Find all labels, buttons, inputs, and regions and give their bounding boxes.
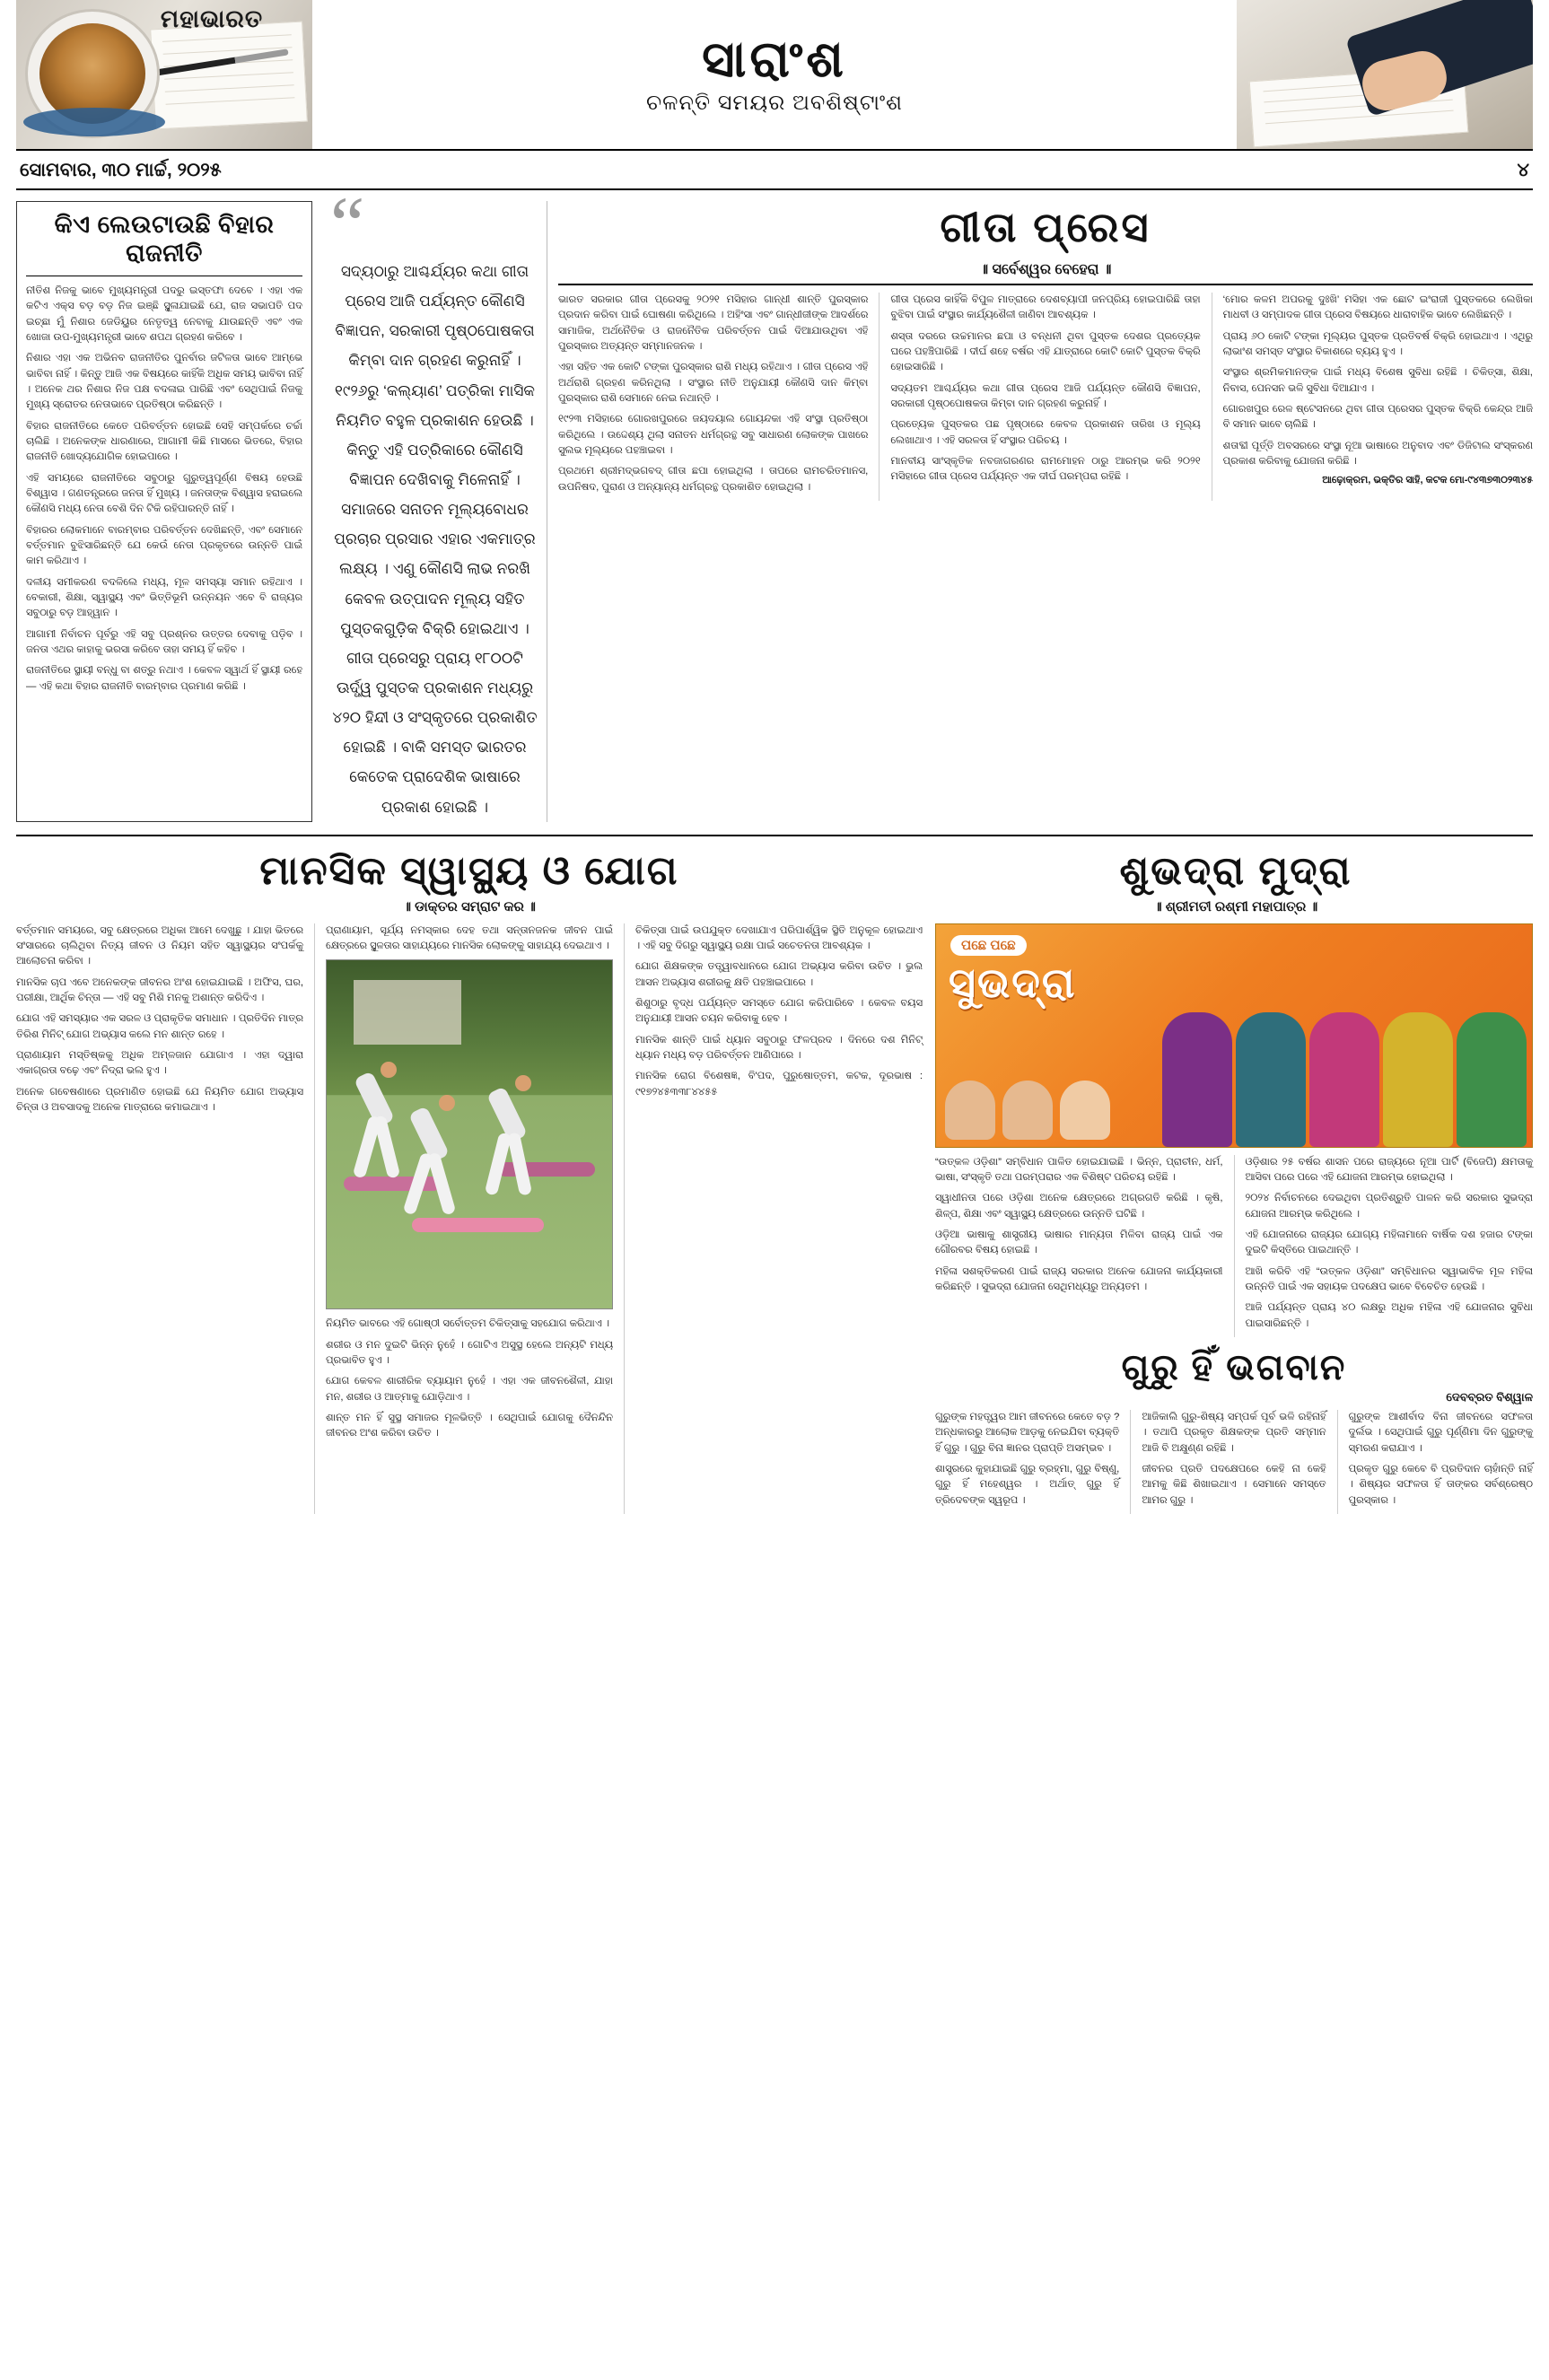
article-gita-press (558, 201, 1533, 822)
paragraph: ବିହାର ରାଜନୀତିରେ କେତେ ପରିବର୍ତ୍ତନ ହୋଇଛି ସେହି ସମ୍ପର୍କରେ ଚର୍ଚ୍ଚା ଚାଲିଛି । ଅନେକଙ୍କ ଧାରଣାରେ, ଆଗାମୀ କିଛି ମାସରେ ଭିତରେ, ବିହାର ରାଜନୀତି ଖୋଦ୍ୟଯୋଗିକ ହୋଇପାରେ । (26, 420, 302, 463)
paragraph: ସଂସ୍ଥାର ଶ୍ରମିକମାନଙ୍କ ପାଇଁ ମଧ୍ୟ ବିଶେଷ ସୁବିଧା ରହିଛି । ଚିକିତ୍ସା, ଶିକ୍ଷା, ନିବାସ, ପେନସନ ଭଳି ସୁବିଧା ଦିଆଯାଏ । (1222, 367, 1533, 394)
paragraph: “ଉତ୍କଳ ଓଡ଼ିଶା” ସମ୍ବିଧାନ ପାଳିତ ହୋଇଯାଇଛି । ଭିନ୍ନ, ପ୍ରାଚୀନ, ଧର୍ମ, ଭାଷା, ସଂସ୍କୃତି ତଥା ପରମ୍ପରାର ଏକ ବିଶିଷ୍ଟ ପରିଚୟ ରହିଛି । (935, 1156, 1223, 1183)
bottom-section (16, 923, 1533, 1514)
paragraph: ସଦ୍ୟତମ ଆଶ୍ଚର୍ଯ୍ୟର କଥା ଗୀତା ପ୍ରେସ ଆଜି ପର୍ଯ୍ୟନ୍ତ କୌଣସି ବିଜ୍ଞାପନ, ସରକାରୀ ପୃଷ୍ଠପୋଷକତା କିମ୍ବା ଦାନ ଗ୍ରହଣ କରୁନାହିଁ । (890, 382, 1201, 409)
leader-portrait (1002, 1081, 1053, 1140)
article-bihar-politics (16, 201, 312, 822)
masthead-right-image (1237, 0, 1533, 149)
bihar-headline: କିଏ ଲେଉଟାଉଛି ବିହାର ରାଜନୀତି (54, 211, 275, 267)
guru-author: ଦେବବ୍ରତ ବିଶ୍ୱାଳ (1446, 1389, 1533, 1404)
gita-column-1 (558, 293, 868, 501)
paragraph: ଆଗାମୀ ନିର୍ବାଚନ ପୂର୍ବରୁ ଏହି ସବୁ ପ୍ରଶ୍ନର ଉତ୍ତର ଦେବାକୁ ପଡ଼ିବ । ଜନତା ଏଥର କାହାକୁ ଭରସା କରିବେ ତାହା ସମୟ ହିଁ କହିବ । (26, 628, 302, 655)
section-headings (16, 835, 1533, 920)
paragraph: ଶତାବ୍ଦୀ ପୂର୍ତ୍ତି ଅବସରରେ ସଂସ୍ଥା ନୂଆ ଭାଷାରେ ଅନୁବାଦ ଏବଂ ଡିଜିଟାଲ ସଂସ୍କରଣ ପ୍ରକାଶ କରିବାକୁ ଯୋଜନା କରିଛି । (1222, 440, 1533, 467)
paragraph: ନୀତିଶ ନିଜକୁ ଭାବେ ମୁଖ୍ୟମନ୍ତ୍ରୀ ପଦରୁ ଇସ୍ତଫା ଦେବେ । ଏହା ଏକ କଟିଏ ଏକ୍ସ ବଡ଼ ବଡ଼ ନିଜ ଇଞ୍ଛି ସ୍ଥୂଳାଯାଇଛି ଯେ, ରାଜ ସଭାପତି ପଦ ଇଚ୍ଛା ମୁଁ ନିଶାର ଜେଡିୟୁର ନେତୃତ୍ୱ ନେବାକୁ ଯାଉଛନ୍ତି ଏବଂ ଏକ ଖୋଜା ଉପ-ମୁଖ୍ୟମନ୍ତ୍ରୀ ଭାବେ ଶପଥ ଗ୍ରହଣ କରିବେ । (26, 285, 302, 343)
top-section (16, 180, 1533, 822)
pull-quote-text: ସଦ୍ୟଠାରୁ ଆଶ୍ଚର୍ଯ୍ୟର କଥା ଗୀତା ପ୍ରେସ ଆଜି ପର୍ଯ୍ୟନ୍ତ କୌଣସି ବିଜ୍ଞାପନ, ସରକାରୀ ପୃଷ୍ଠପୋଷକତା କିମ୍ବା ଦାନ ଗ୍ରହଣ କରୁନାହିଁ । ୧୯୨୬ରୁ ‘କଲ୍ୟାଣ’ ପତ୍ରିକା ମାସିକ ନିୟମିତ ବହୁଳ ପ୍ରକାଶନ ହେଉଛି । କିନ୍ତୁ ଏହି ପତ୍ରିକାରେ କୌଣସି ବିଜ୍ଞାପନ ଦେଖିବାକୁ ମିଳେନାହିଁ । ସମାଜରେ ସନାତନ ମୂଲ୍ୟବୋଧର ପ୍ରଚାର ପ୍ରସାର ଏହାର ଏକମାତ୍ର ଲକ୍ଷ୍ୟ । ଏଣୁ କୌଣସି ଲାଭ ନରଖି କେବଳ ଉତ୍ପାଦନ ମୂଲ୍ୟ ସହିତ ପୁସ୍ତକଗୁଡ଼ିକ ବିକ୍ରି ହୋଇଥାଏ । ଗୀତା ପ୍ରେସରୁ ପ୍ରାୟ ୧୮୦୦ଟି ଊର୍ଦ୍ଧ୍ୱ ପୁସ୍ତକ ପ୍ରକାଶନ ମଧ୍ୟରୁ ୪୨୦ ହିନ୍ଦୀ ଓ ସଂସ୍କୃତରେ ପ୍ରକାଶିତ ହୋଇଛି । ବାକି ସମସ୍ତ ଭାରତର କେତେକ ପ୍ରାଦେଶିକ ଭାଷାରେ ପ୍ରକାଶ ହୋଇଛି । (332, 263, 538, 816)
saucer-graphic (23, 108, 165, 136)
ad-tagline: ପଛେ ପଛେ (950, 935, 1027, 956)
leader-portrait (945, 1081, 995, 1140)
paragraph: ଶରୀର ଓ ମନ ଦୁଇଟି ଭିନ୍ନ ନୁହେଁ । ଗୋଟିଏ ଅସୁସ୍ଥ ହେଲେ ଅନ୍ୟଟି ମଧ୍ୟ ପ୍ରଭାବିତ ହୁଏ । (326, 1339, 613, 1366)
yoga-photo (326, 959, 613, 1309)
paragraph: ଯୋଗ ଶିକ୍ଷକଙ୍କ ତତ୍ତ୍ୱାବଧାନରେ ଯୋଗ ଅଭ୍ୟାସ କରିବା ଉଚିତ । ଭୁଲ ଆସନ ଅଭ୍ୟାସ ଶରୀରକୁ କ୍ଷତି ପହଞ୍ଚାଇପାରେ । (635, 961, 923, 988)
brand-name: ମହାଭାରତ (160, 5, 264, 32)
paragraph: ଭାରତ ସରକାର ଗୀତା ପ୍ରେସକୁ ୨୦୨୧ ମସିହାର ଗାନ୍ଧୀ ଶାନ୍ତି ପୁରସ୍କାର ପ୍ରଦାନ କରିବା ପାଇଁ ଘୋଷଣା କରିଥିଲେ । ଅହିଂସା ଏବଂ ଗାନ୍ଧୀଜୀଙ୍କ ଆଦର୍ଶରେ ସାମାଜିକ, ଅର୍ଥନୈତିକ ଓ ରାଜନୈତିକ ପରିବର୍ତ୍ତନ ପାଇଁ ଦିଆଯାଉଥିବା ଏହି ପୁରସ୍କାର ଅତ୍ୟନ୍ତ ସମ୍ମାନଜନକ । (558, 294, 869, 352)
paragraph: ମାନବୀୟ ସାଂସ୍କୃତିକ ନବଜାଗରଣର ରାମମୋହନ ଠାରୁ ଆରମ୍ଭ କରି ୨୦୨୧ ମସିହାରେ ଗୀତା ପ୍ରେସ ପର୍ଯ୍ୟନ୍ତ ଏକ ଦୀର୍ଘ ପରମ୍ପରା ରହିଛି । (890, 455, 1201, 483)
paragraph: ପ୍ରତ୍ୟେକ ପୁସ୍ତକର ପଛ ପୃଷ୍ଠାରେ କେବଳ ପ୍ରକାଶନ ତାରିଖ ଓ ମୂଲ୍ୟ ଲେଖାଥାଏ । ଏହି ସରଳତା ହିଁ ସଂସ୍ଥାର ପରିଚୟ । (890, 419, 1201, 446)
gita-headline: ଗୀତା ପ୍ରେସ (940, 204, 1151, 250)
paragraph: ଅନେକ ଗବେଷଣାରେ ପ୍ରମାଣିତ ହୋଇଛି ଯେ ନିୟମିତ ଯୋଗ ଅଭ୍ୟାସ ଚିନ୍ତା ଓ ଅବସାଦକୁ ଅନେକ ମାତ୍ରାରେ କମାଇଥାଏ । (16, 1086, 303, 1113)
paragraph: ପ୍ରାଣାୟାମ ମସ୍ତିଷ୍କକୁ ଅଧିକ ଅମ୍ଳଜାନ ଯୋଗାଏ । ଏହା ଦ୍ୱାରା ଏକାଗ୍ରତା ବଢ଼େ ଏବଂ ନିଦ୍ରା ଭଲ ହୁଏ । (16, 1049, 303, 1077)
paragraph: ପ୍ରଥମେ ଶ୍ରୀମଦ୍ଭଗବଦ୍ ଗୀତା ଛପା ହୋଇଥିଲା । ତାପରେ ରାମଚରିତମାନସ, ଉପନିଷଦ, ପୁରାଣ ଓ ଅନ୍ୟାନ୍ୟ ଧର୍ମଗ୍ରନ୍ଥ ପ୍ରକାଶିତ ହୋଇଥିଲା । (558, 466, 869, 493)
paragraph: ଏହି ଯୋଜନାରେ ରାଜ୍ୟର ଯୋଗ୍ୟ ମହିଳାମାନେ ବାର୍ଷିକ ଦଶ ହଜାର ଟଙ୍କା ଦୁଇଟି କିସ୍ତିରେ ପାଇଥାନ୍ତି । (1245, 1229, 1533, 1256)
paragraph: ଗୀତା ପ୍ରେସ କାହିଁକି ବିପୁଳ ମାତ୍ରାରେ ଦେଶବ୍ୟାପୀ ଜନପ୍ରିୟ ହୋଇପାରିଛି ତାହା ବୁଝିବା ପାଇଁ ସଂସ୍ଥାର କାର୍ଯ୍ୟଶୈଳୀ ଜାଣିବା ଆବଶ୍ୟକ । (890, 294, 1201, 321)
page-subtitle: ଚଳନ୍ତି ସମୟର ଅବଶିଷ୍ଟାଂଶ (646, 91, 903, 116)
guru-headline: ଗୁରୁ ହିଁ ଭଗବାନ (1121, 1347, 1347, 1387)
guru-columns (935, 1410, 1533, 1514)
pull-quote (323, 180, 547, 822)
subhadra-columns (935, 1155, 1533, 1337)
leader-portrait (1060, 1081, 1110, 1140)
guru-column-3 (1337, 1410, 1533, 1514)
yoga-mat (412, 1218, 543, 1232)
yoga-mat (498, 1162, 595, 1177)
paragraph: ଏହି ସମୟରେ ରାଜନୀତିରେ ସବୁଠାରୁ ଗୁରୁତ୍ୱପୂର୍ଣ୍ଣ ବିଷୟ ହେଉଛି ବିଶ୍ୱାସ । ଗଣତନ୍ତ୍ରରେ ଜନତା ହିଁ ମୁଖ୍ୟ । ଜନତାଙ୍କ ବିଶ୍ୱାସ ହରାଇଲେ କୌଣସି ମଧ୍ୟ ନେତା ବେଶି ଦିନ ଟିକି ରହିପାରନ୍ତି ନାହିଁ । (26, 472, 302, 515)
paragraph: ଏହା ସହିତ ଏକ କୋଟି ଟଙ୍କା ପୁରସ୍କାର ରାଶି ମଧ୍ୟ ରହିଥାଏ । ଗୀତା ପ୍ରେସ ଏହି ଅର୍ଥରାଶି ଗ୍ରହଣ କରିନଥିଲା । ସଂସ୍ଥାର ନୀତି ଅନୁଯାୟୀ କୌଣସି ଦାନ କିମ୍ବା ପୁରସ୍କାର ରାଶି ସେମାନେ ନେଇ ନଥାନ୍ତି । (558, 362, 869, 404)
yoga-headline: ମାନସିକ ସ୍ୱାସ୍ଥ୍ୟ ଓ ଯୋଗ (259, 848, 679, 893)
paragraph: ମହିଳା ସଶକ୍ତିକରଣ ପାଇଁ ରାଜ୍ୟ ସରକାର ଅନେକ ଯୋଜନା କାର୍ଯ୍ୟକାରୀ କରିଛନ୍ତି । ସୁଭଦ୍ରା ଯୋଜନା ସେଥିମଧ୍ୟରୁ ଅନ୍ୟତମ । (935, 1265, 1223, 1292)
gita-column-3 (1212, 293, 1533, 501)
paragraph: ଯୋଗ କେବଳ ଶାରୀରିକ ବ୍ୟାୟାମ ନୁହେଁ । ଏହା ଏକ ଜୀବନଶୈଳୀ, ଯାହା ମନ, ଶରୀର ଓ ଆତ୍ମାକୁ ଯୋଡ଼ିଥାଏ । (326, 1376, 613, 1403)
ad-women-photos (1162, 1012, 1527, 1147)
quote-mark-icon: “ (330, 180, 365, 267)
paragraph: ପ୍ରକୃତ ଗୁରୁ କେବେ ବି ପ୍ରତିଦାନ ଚାହାଁନ୍ତି ନାହିଁ । ଶିଷ୍ୟର ସଫଳତା ହିଁ ତାଙ୍କର ସର୍ବଶ୍ରେଷ୍ଠ ପୁରସ୍କାର । (1348, 1463, 1533, 1506)
paragraph: ମାନସିକ ଚାପ ଏବେ ଅନେକଙ୍କ ଜୀବନର ଅଂଶ ହୋଇଯାଇଛି । ଅଫିସ, ଘର, ପରୀକ୍ଷା, ଆର୍ଥିକ ଚିନ୍ତା — ଏହି ସବୁ ମିଶି ମନକୁ ଅଶାନ୍ତ କରିଦିଏ । (16, 976, 303, 1003)
gita-column-2 (879, 293, 1200, 501)
bihar-body (26, 284, 302, 695)
subhadra-column-2 (1234, 1155, 1534, 1337)
gita-byline: ॥ ସର୍ବେଶ୍ୱର ବେହେରା ॥ (558, 262, 1533, 285)
woman-figure (1236, 1012, 1306, 1147)
publication-date: ସୋମବାର, ୩୦ ମାର୍ଚ୍ଚ, ୨୦୨୫ (20, 160, 222, 180)
subhadra-heading-block (939, 845, 1533, 920)
masthead-left-image (16, 0, 312, 149)
woman-figure (1162, 1012, 1232, 1147)
paragraph: ଓଡ଼ିଆ ଭାଷାକୁ ଶାସ୍ତ୍ରୀୟ ଭାଷାର ମାନ୍ୟତା ମିଳିବା ରାଜ୍ୟ ପାଇଁ ଏକ ଗୌରବର ବିଷୟ ହୋଇଛି । (935, 1229, 1223, 1256)
subhadra-headline: ଶୁଭଦ୍ରା ମୁଦ୍ରା (1119, 848, 1352, 893)
ad-leader-photos (945, 1081, 1110, 1140)
yoga-byline: ॥ ଡାକ୍ତର ସମ୍ରାଟ କର ॥ (403, 898, 536, 914)
paragraph: ଗୁରୁଙ୍କ ମହତ୍ତ୍ୱର ଆମ ଜୀବନରେ କେତେ ବଡ଼ ? ଅନ୍ଧକାରରୁ ଆଲୋକ ଆଡ଼କୁ ନେଇଯିବା ବ୍ୟକ୍ତି ହିଁ ଗୁରୁ । ଗୁରୁ ବିନା ଜ୍ଞାନର ପ୍ରାପ୍ତି ଅସମ୍ଭବ । (935, 1411, 1120, 1454)
paragraph: ମାନସିକ ଶାନ୍ତି ପାଇଁ ଧ୍ୟାନ ସବୁଠାରୁ ଫଳପ୍ରଦ । ଦିନରେ ଦଶ ମିନିଟ୍ ଧ୍ୟାନ ମଧ୍ୟ ବଡ଼ ପରିବର୍ତ୍ତନ ଆଣିପାରେ । (635, 1034, 923, 1061)
subhadra-byline: ॥ ଶ୍ରୀମତୀ ରଶ୍ମୀ ମହାପାତ୍ର ॥ (1153, 898, 1318, 914)
paragraph: ପ୍ରାଣାୟାମ, ସୂର୍ଯ୍ୟ ନମସ୍କାର ଦେହ ତଥା ସନ୍ତାନଜନକ ଜୀବନ ପାଇଁ କ୍ଷେତ୍ରରେ ସ୍ଥୂଳତାର ସାହାଯ୍ୟରେ ମାନସିକ ଲୋକଙ୍କୁ ସାହାଯ୍ୟ ଦେଇଥାଏ । (326, 924, 613, 951)
date-bar (16, 151, 1533, 190)
paragraph: ଯୋଗ ଏହି ସମସ୍ୟାର ଏକ ସରଳ ଓ ପ୍ରାକୃତିକ ସମାଧାନ । ପ୍ରତିଦିନ ମାତ୍ର ତିରିଶ ମିନିଟ୍ ଯୋଗ ଅଭ୍ୟାସ କଲେ ମନ ଶାନ୍ତ ରହେ । (16, 1013, 303, 1040)
woman-figure (1309, 1012, 1379, 1147)
masthead (16, 0, 1533, 151)
yoga-column-2 (314, 923, 613, 1514)
paragraph: ଆଜିକାଲି ଗୁରୁ-ଶିଷ୍ୟ ସମ୍ପର୍କ ପୂର୍ବ ଭଳି ରହିନାହିଁ । ତଥାପି ପ୍ରକୃତ ଶିକ୍ଷକଙ୍କ ପ୍ରତି ସମ୍ମାନ ଆଜି ବି ଅକ୍ଷୁଣ୍ଣ ରହିଛି । (1142, 1411, 1326, 1454)
right-column (935, 923, 1533, 1514)
page-title: ସାରାଂଶ (702, 30, 847, 87)
page-number: ୪ (1517, 160, 1529, 180)
paragraph: ସ୍ୱାଧୀନତା ପରେ ଓଡ଼ିଶା ଅନେକ କ୍ଷେତ୍ରରେ ଅଗ୍ରଗତି କରିଛି । କୃଷି, ଶିଳ୍ପ, ଶିକ୍ଷା ଏବଂ ସ୍ୱାସ୍ଥ୍ୟ କ୍ଷେତ୍ରରେ ଉନ୍ନତି ଘଟିଛି । (935, 1193, 1223, 1220)
yoga-column-3 (624, 923, 923, 1514)
paragraph: ‘ମୋର କଳମ ଅପରକୁ ଦୁଃଖି’ ମସିହା ଏକ ଛୋଟ ଇଂରାଜୀ ପୁସ୍ତକରେ ଲେଖିକା ମାଧବୀ ଓ ସମ୍ପାଦକ ଗୀତା ପ୍ରେସ ବିଷୟରେ ଧାରାବାହିକ ଭାବେ ଲେଖିଛନ୍ତି । (1222, 294, 1533, 321)
paragraph: ନିଶାର ଏହା ଏକ ଅଭିନବ ରାଜନୀତିର ପୁନର୍ବାର ଜଟିଳତା ଭାବେ ଆମ୍ଭେ ଭାବିବା ନାହିଁ । କିନ୍ତୁ ଆଜି ଏକ ବିଷୟରେ କାହିଁକି ଅଧିକ ସମୟ ଭାବିବା ନାହିଁ । ଅନେକ ଥର ନିଶାର ନିଜ ପକ୍ଷ ବଦଳାଇ ପାରିଛି ଏବଂ ସେଥିପାଇଁ ନିଜକୁ ମୁଖ୍ୟ ସ୍ରୋତର ନେତାଭାବେ ପ୍ରତିଷ୍ଠା କରିଛନ୍ତି । (26, 353, 302, 411)
paragraph: ବିହାରର ଲୋକମାନେ ବାରମ୍ବାର ପରିବର୍ତ୍ତନ ଦେଖିଛନ୍ତି, ଏବଂ ସେମାନେ ବର୍ତ୍ତମାନ ବୁଝିସାରିଛନ୍ତି ଯେ କେଉଁ ନେତା ପ୍ରକୃତରେ ଉନ୍ନତି ପାଇଁ କାମ କରିଥାଏ । (26, 524, 302, 567)
paragraph: ୧୯୨୩ ମସିହାରେ ଗୋରଖପୁରରେ ଜୟଦୟାଲ ଗୋୟନ୍ଦକା ଏହି ସଂସ୍ଥା ପ୍ରତିଷ୍ଠା କରିଥିଲେ । ଉଦ୍ଦେଶ୍ୟ ଥିଲା ସନାତନ ଧର୍ମଗ୍ରନ୍ଥ ସବୁ ସାଧାରଣ ଲୋକଙ୍କ ପାଖରେ ସୁଲଭ ମୂଲ୍ୟରେ ପହଞ୍ଚାଇବା । (558, 414, 869, 456)
paragraph: ଶିଶୁଠାରୁ ବୃଦ୍ଧ ପର୍ଯ୍ୟନ୍ତ ସମସ୍ତେ ଯୋଗ କରିପାରିବେ । କେବଳ ବୟସ ଅନୁଯାୟୀ ଆସନ ଚୟନ କରିବାକୁ ହେବ । (635, 997, 923, 1025)
masthead-title-block (312, 0, 1237, 149)
yoga-column-1 (16, 923, 303, 1514)
paragraph: ନିୟମିତ ଭାବରେ ଏହି ଗୋଷ୍ଠୀ ସର୍ବୋତ୍ତମ ଚିକିତ୍ସାକୁ ସହଯୋଗ କରିଥାଏ । (326, 1318, 610, 1330)
paragraph: ଦଳୀୟ ସମୀକରଣ ବଦଳିଲେ ମଧ୍ୟ, ମୂଳ ସମସ୍ୟା ସମାନ ରହିଥାଏ । ବେକାରୀ, ଶିକ୍ଷା, ସ୍ୱାସ୍ଥ୍ୟ ଏବଂ ଭିତ୍ତିଭୂମି ଉନ୍ନୟନ ଏବେ ବି ରାଜ୍ୟର ସବୁଠାରୁ ବଡ଼ ଆହ୍ୱାନ । (26, 576, 302, 619)
paragraph: ରାଜନୀତିରେ ସ୍ଥାୟୀ ବନ୍ଧୁ ବା ଶତ୍ରୁ ନଥାଏ । କେବଳ ସ୍ୱାର୍ଥ ହିଁ ସ୍ଥାୟୀ ରହେ — ଏହି କଥା ବିହାର ରାଜନୀତି ବାରମ୍ବାର ପ୍ରମାଣ କରିଛି । (26, 665, 302, 692)
guru-column-2 (1130, 1410, 1326, 1514)
subhadra-advertisement[interactable] (935, 923, 1533, 1148)
paragraph: ମାନସିକ ରୋଗ ବିଶେଷଜ୍ଞ, ବି'ପଦ, ପୁରୁଷୋତ୍ତମ, କଟକ, ଦୂରଭାଷ : ୯୧୭୨୪୫୩୩୮୪୪୫୫ (635, 1071, 923, 1098)
paragraph: ଆଜି ପର୍ଯ୍ୟନ୍ତ ପ୍ରାୟ ୪୦ ଲକ୍ଷରୁ ଅଧିକ ମହିଳା ଏହି ଯୋଜନାର ସୁବିଧା ପାଇସାରିଛନ୍ତି । (1245, 1302, 1533, 1329)
paragraph: ପ୍ରାୟ ୬୦ କୋଟି ଟଙ୍କା ମୂଲ୍ୟର ପୁସ୍ତକ ପ୍ରତିବର୍ଷ ବିକ୍ରି ହୋଇଥାଏ । ଏଥିରୁ ଲାଭାଂଶ ସମସ୍ତ ସଂସ୍ଥାର ବିକାଶରେ ବ୍ୟୟ ହୁଏ । (1222, 330, 1533, 357)
paragraph: ଆଖି କରିବି ଏହି “ଉତ୍କଳ ଓଡ଼ିଶା” ସମ୍ବିଧାନର ସ୍ୱାଭାବିକ ମୂଳ ମହିଳା ଉନ୍ନତି ପାଇଁ ଏକ ସହାୟକ ପଦକ୍ଷେପ ଭାବେ ବିବେଚିତ ହେଉଛି । (1245, 1265, 1533, 1292)
paragraph: ଶସ୍ତା ଦରରେ ଉଚ୍ଚମାନର ଛପା ଓ ବନ୍ଧନୀ ଥିବା ପୁସ୍ତକ ଦେଶର ପ୍ରତ୍ୟେକ ଘରେ ପହଞ୍ଚିପାରିଛି । ଦୀର୍ଘ ଶହେ ବର୍ଷର ଏହି ଯାତ୍ରାରେ କୋଟି କୋଟି ପୁସ୍ତକ ବିକ୍ରି ହୋଇସାରିଛି । (890, 330, 1201, 373)
woman-figure (1457, 1012, 1527, 1147)
paragraph: ଜୀବନର ପ୍ରତି ପଦକ୍ଷେପରେ କେହି ନା କେହି ଆମକୁ କିଛି ଶିଖାଇଥାଏ । ସେମାନେ ସମସ୍ତେ ଆମର ଗୁରୁ । (1142, 1463, 1326, 1506)
paragraph: ଗୁରୁଙ୍କ ଆଶୀର୍ବାଦ ବିନା ଜୀବନରେ ସଫଳତା ଦୁର୍ଲଭ । ସେଥିପାଇଁ ଗୁରୁ ପୂର୍ଣ୍ଣିମା ଦିନ ଗୁରୁଙ୍କୁ ସ୍ମରଣ କରାଯାଏ । (1348, 1411, 1533, 1454)
paragraph: ଶାନ୍ତ ମନ ହିଁ ସୁସ୍ଥ ସମାଜର ମୂଳଭିତ୍ତି । ସେଥିପାଇଁ ଯୋଗକୁ ଦୈନନ୍ଦିନ ଜୀବନର ଅଂଶ କରିବା ଉଚିତ । (326, 1412, 613, 1439)
paragraph: ଚିକିତ୍ସା ପାଇଁ ଉପଯୁକ୍ତ ଦେଖାଯାଏ ପରିପାର୍ଶ୍ୱିକ ସ୍ଥିତି ଅନୁକୂଳ ହୋଇଥାଏ । ଏହି ସବୁ ଦିଗରୁ ସ୍ୱାସ୍ଥ୍ୟ ରକ୍ଷା ପାଇଁ ସଚେତନତା ଆବଶ୍ୟକ । (635, 924, 923, 951)
paragraph: ଶାସ୍ତ୍ରରେ କୁହାଯାଇଛି ଗୁରୁ ବ୍ରହ୍ମା, ଗୁରୁ ବିଷ୍ଣୁ, ଗୁରୁ ହିଁ ମହେଶ୍ୱର । ଅର୍ଥାତ୍ ଗୁରୁ ହିଁ ତ୍ରିଦେବଙ୍କ ସ୍ୱରୂପ । (935, 1463, 1120, 1506)
subhadra-column-1 (935, 1155, 1223, 1337)
article-yoga (16, 923, 923, 1514)
ad-headline: ସୁଭଦ୍ରା (949, 958, 1077, 1006)
gita-columns (558, 285, 1533, 501)
yoga-heading-block (16, 845, 923, 920)
notebook-graphic (150, 22, 308, 130)
building-background (354, 980, 461, 1045)
guru-column-1 (935, 1410, 1119, 1514)
paragraph: ୨୦୨୪ ନିର୍ବାଚନରେ ଦେଇଥିବା ପ୍ରତିଶ୍ରୁତି ପାଳନ କରି ସରକାର ସୁଭଦ୍ରା ଯୋଜନା ଆରମ୍ଭ କରିଥିଲେ । (1245, 1193, 1533, 1220)
paragraph: ବର୍ତ୍ତମାନ ସମୟରେ, ସବୁ କ୍ଷେତ୍ରରେ ଅଧିକା ଆମେ ଦେଖୁଛୁ । ଯାହା ଭିତରେ ସଂସାରରେ ଚାଲିଥିବା ନିତ୍ୟ ଜୀବନ ଓ ନିୟମ ସହିତ ସ୍ୱାସ୍ଥ୍ୟର ସଂପର୍କକୁ ଆଲୋଚନା କରିବା । (16, 924, 303, 967)
woman-figure (1383, 1012, 1453, 1147)
paragraph: ଓଡ଼ିଶାର ୨୫ ବର୍ଷର ଶାସନ ପରେ ରାଜ୍ୟରେ ନୂଆ ପାର୍ଟି (ବିଜେପି) କ୍ଷମତାକୁ ଆସିବା ପରେ ପରେ ଏହି ଯୋଜନା ଆରମ୍ଭ ହୋଇଥିଲା । (1245, 1156, 1533, 1183)
article-guru (935, 1348, 1533, 1514)
gita-signoff: ଆଢ଼ୋକ୍ରମ, ଭକ୍ତିର ସାହି, କଟକ ମୋ-୯୪୩୭୩୦୨୩୪୫ (1322, 475, 1533, 486)
paragraph: ଗୋରଖପୁର ରେଳ ଷ୍ଟେସନରେ ଥିବା ଗୀତା ପ୍ରେସର ପୁସ୍ତକ ବିକ୍ରି କେନ୍ଦ୍ର ଆଜି ବି ସମାନ ଭାବେ ଚାଲିଛି । (1222, 403, 1533, 431)
